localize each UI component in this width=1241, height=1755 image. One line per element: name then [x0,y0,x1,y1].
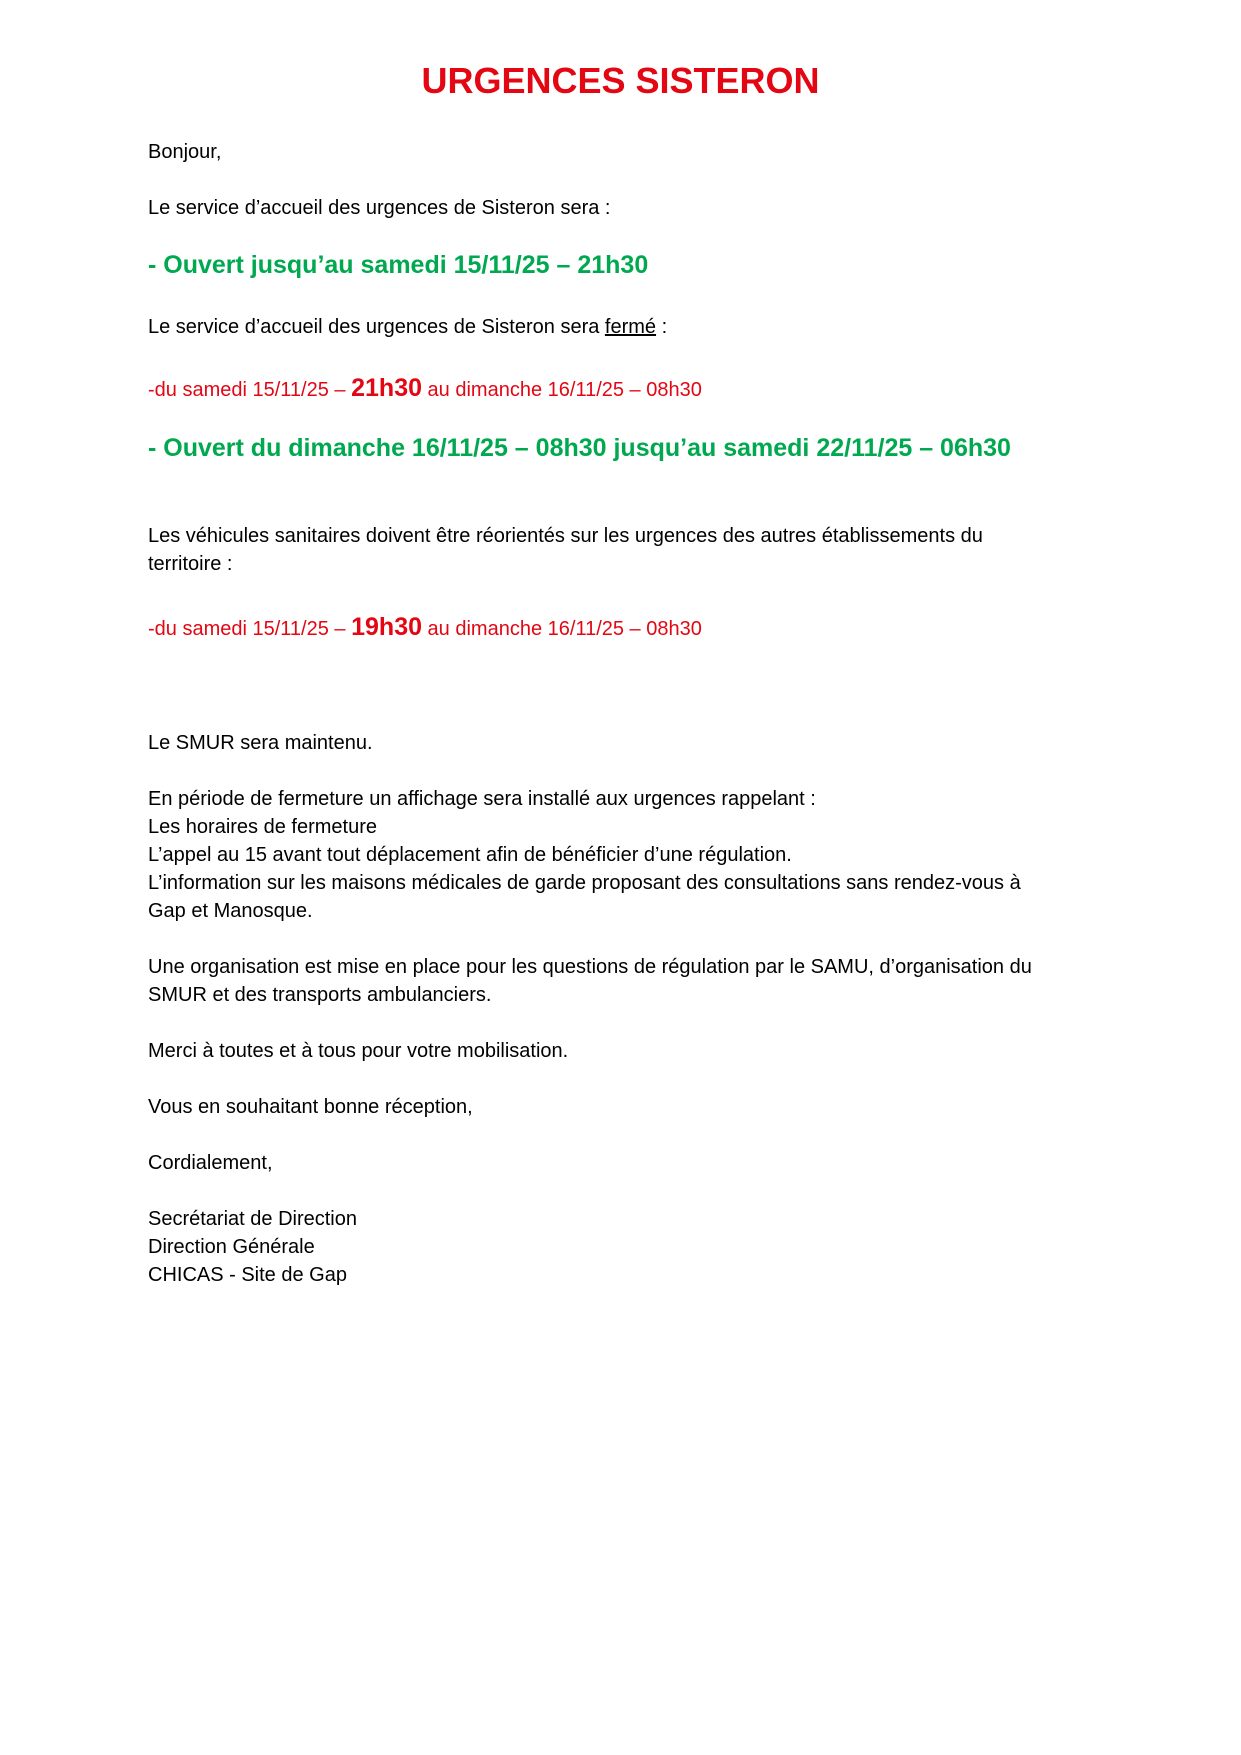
closed-period-time: 21h30 [351,374,422,402]
signage-line-4: L’information sur les maisons médicales de garde proposant des consultations sans rendez-vous à [148,872,1021,894]
open-period-2: - Ouvert du dimanche 16/11/25 – 08h30 jusqu’au samedi 22/11/25 – 06h30 [148,434,1011,462]
vehicles-period [148,613,702,643]
organisation-line-1: Une organisation est mise en place pour les questions de régulation par le SAMU, d’organisation du [148,956,1032,978]
greeting: Bonjour, [148,141,222,163]
intro-open: Le service d’accueil des urgences de Sisteron sera : [148,197,611,219]
vehicles-period-start: -du samedi 15/11/25 – [148,618,352,640]
closed-period-1 [148,374,702,404]
intro-closed-text: Le service d’accueil des urgences de Sisteron sera [148,316,605,338]
vehicles-period-end: au dimanche 16/11/25 – 08h30 [422,618,702,640]
vehicles-period-time: 19h30 [351,613,422,641]
vehicles-line-1: Les véhicules sanitaires doivent être réorientés sur les urgences des autres établissements du [148,525,983,547]
signage-line-3: L’appel au 15 avant tout déplacement afin de bénéficier d’une régulation. [148,844,792,866]
signature-line-3: CHICAS - Site de Gap [148,1264,347,1286]
smur-note: Le SMUR sera maintenu. [148,732,373,754]
signature-line-2: Direction Générale [148,1236,315,1258]
signage-line-1: En période de fermeture un affichage sera installé aux urgences rappelant : [148,788,816,810]
intro-closed-colon: : [656,316,668,338]
organisation-line-2: SMUR et des transports ambulanciers. [148,984,492,1006]
document-title: URGENCES SISTERON [421,60,820,101]
closed-period-start: -du samedi 15/11/25 – [148,379,352,401]
vehicles-line-2: territoire : [148,553,233,575]
closed-emphasis: fermé [604,316,657,338]
open-period-1: - Ouvert jusqu’au samedi 15/11/25 – 21h30 [148,251,649,279]
closing: Vous en souhaitant bonne réception, [148,1096,473,1118]
signature-line-1: Secrétariat de Direction [148,1208,357,1230]
thanks: Merci à toutes et à tous pour votre mobilisation. [148,1040,569,1062]
regards: Cordialement, [148,1152,273,1174]
closed-period-end: au dimanche 16/11/25 – 08h30 [422,379,702,401]
signage-line-5: Gap et Manosque. [148,900,313,922]
intro-closed [148,313,667,341]
signage-line-2: Les horaires de fermeture [148,816,378,838]
